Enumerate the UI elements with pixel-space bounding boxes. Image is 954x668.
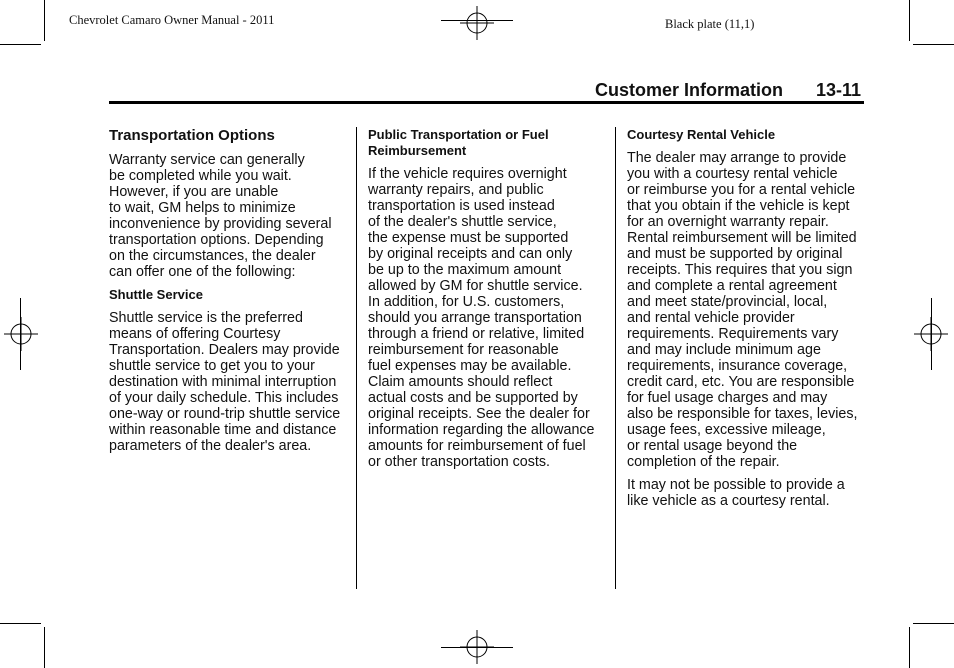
registration-target-icon-top xyxy=(460,6,494,40)
heading-transportation-options: Transportation Options xyxy=(109,127,275,144)
paragraph-warranty-service: Warranty service can generally be completed while you wait. However, if you are unable to wait, GM helps to minimize inconvenience by providing several transportation options. Depending on the circumstances, the dealer can offer one of the following: xyxy=(109,152,332,280)
column-divider-2 xyxy=(615,127,616,589)
column-3 xyxy=(627,127,865,516)
crop-mark-bottom-right-vertical xyxy=(909,627,910,668)
manual-title-header: Chevrolet Camaro Owner Manual - 2011 xyxy=(69,13,275,27)
page-number: 13-11 xyxy=(816,80,862,100)
heading-courtesy-rental: Courtesy Rental Vehicle xyxy=(627,127,776,142)
column-1 xyxy=(109,127,349,461)
crop-mark-bottom-left-horizontal xyxy=(0,623,41,624)
paragraph-public-transportation: If the vehicle requires overnight warranty repairs, and public transportation is used instead of the dealer's shuttle service, the expense must be supported by original receipts and can only be up to the maximum amount allowed by GM for shuttle service. In addition, for U.S. customers, should you arrange transportation through a friend or relative, limited reimbursement for reasonable fuel expenses may be available. Claim amounts should reflect actual costs and be supported by original receipts. See the dealer for information regarding the allowance amounts for reimbursement of fuel or other transportation costs. xyxy=(368,166,595,470)
plate-info-header: Black plate (11,1) xyxy=(665,17,755,31)
paragraph-shuttle-service: Shuttle service is the preferred means of offering Courtesy Transportation. Dealers may provide shuttle service to get you to your destination with minimal interruption of your daily schedule. This includes one-way or round-trip shuttle service within reasonable time and distance parameters of the dealer's area. xyxy=(109,310,341,454)
header-rule xyxy=(109,101,864,104)
column-divider-1 xyxy=(356,127,357,589)
crop-mark-bottom-right-horizontal xyxy=(913,623,954,624)
registration-target-icon-right xyxy=(914,317,948,351)
crop-mark-top-right-horizontal xyxy=(913,44,954,45)
registration-target-icon-bottom xyxy=(460,630,494,664)
registration-target-icon-left xyxy=(4,317,38,351)
column-2 xyxy=(368,127,608,477)
paragraph-like-vehicle: It may not be possible to provide a like vehicle as a courtesy rental. xyxy=(627,477,845,509)
heading-public-transportation: Public Transportation or Fuel Reimbursement xyxy=(368,127,549,158)
paragraph-courtesy-rental: The dealer may arrange to provide you with a courtesy rental vehicle or reimburse you for a rental vehicle that you obtain if the vehicle is kept for an overnight warranty repair. Rental reimbursement will be limited and must be supported by original receipts. This requires that you sign and complete a rental agreement and meet state/provincial, local, and rental vehicle provider requirements. Requirements vary and may include minimum age requirements, insurance coverage, credit card, etc. You are responsible for fuel usage charges and may also be responsible for taxes, levies, usage fees, excessive mileage, or rental usage beyond the completion of the repair. xyxy=(627,150,858,470)
crop-mark-bottom-left-vertical xyxy=(44,627,45,668)
crop-mark-top-left-horizontal xyxy=(0,44,41,45)
crop-mark-top-right-vertical xyxy=(909,0,910,41)
section-title: Customer Information xyxy=(595,80,784,100)
crop-mark-top-left-vertical xyxy=(44,0,45,41)
heading-shuttle-service: Shuttle Service xyxy=(109,287,203,302)
